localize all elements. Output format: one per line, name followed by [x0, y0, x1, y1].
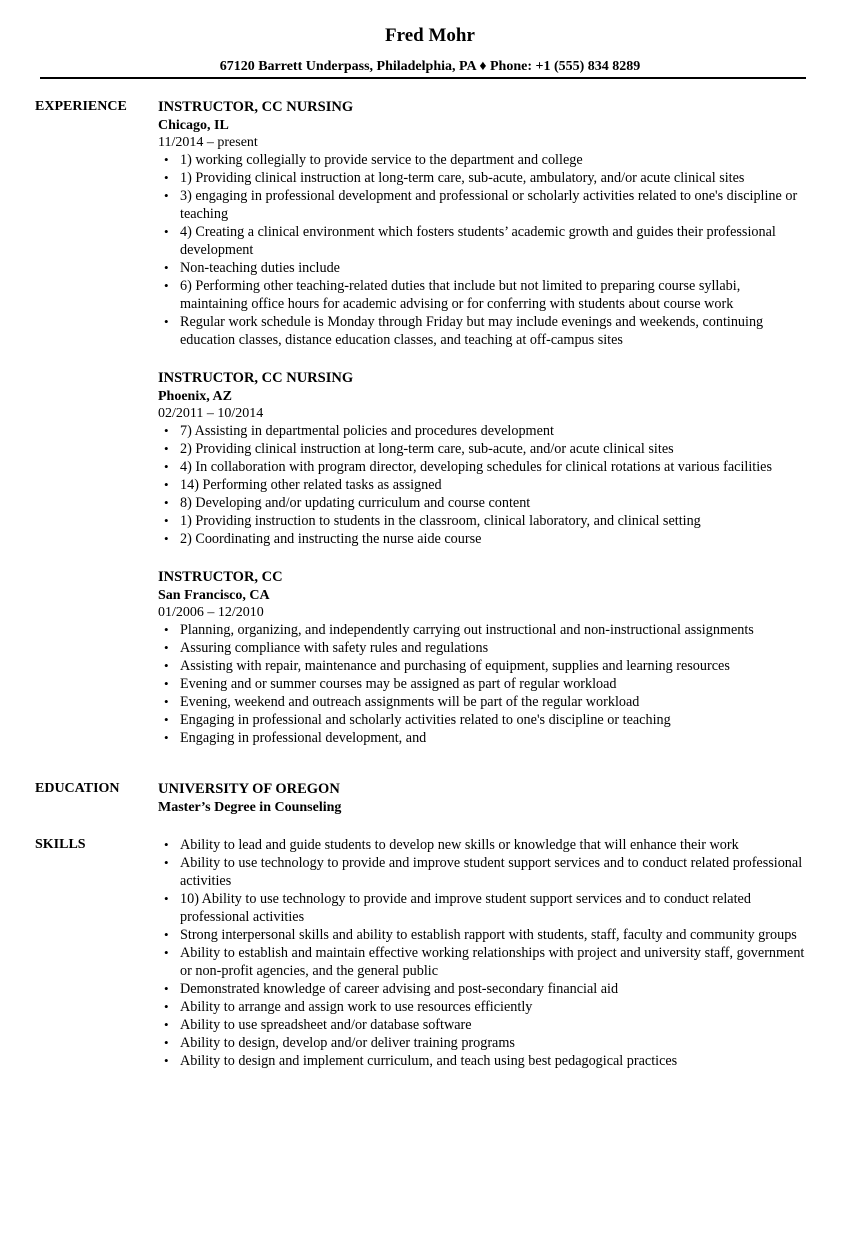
list-item: • Engaging in professional development, and [180, 729, 808, 747]
job-location: Chicago, IL [158, 118, 229, 133]
job-entry [158, 98, 808, 349]
list-item: • 1) Providing instruction to students in the classroom, clinical laboratory, and clinical setting [180, 512, 808, 530]
list-item: • 4) Creating a clinical environment which fosters students’ academic growth and guides their professional development [180, 223, 808, 259]
school-name: UNIVERSITY OF OREGON [158, 781, 340, 797]
list-item: • 1) Providing clinical instruction at long-term care, sub-acute, ambulatory, and/or acute clinical sites [180, 169, 808, 187]
list-item: • 3) engaging in professional development and professional or scholarly activities related to one's discipline or teaching [180, 187, 808, 223]
list-item: • 2) Coordinating and instructing the nurse aide course [180, 530, 808, 548]
job-entry [158, 568, 808, 747]
list-item: • Non-teaching duties include [180, 259, 808, 277]
list-item: • Ability to design and implement curriculum, and teach using best pedagogical practices [180, 1052, 808, 1070]
candidate-name: Fred Mohr [385, 25, 475, 46]
list-item: • Ability to design, develop and/or deliver training programs [180, 1034, 808, 1052]
list-item: • 10) Ability to use technology to provide and improve student support services and to conduct related professional activities [180, 890, 808, 926]
job-location: San Francisco, CA [158, 588, 270, 603]
list-item: • Regular work schedule is Monday through Friday but may include evenings and weekends, continuing education classes, distance education classes, and teaching at off-campus sites [180, 313, 808, 349]
list-item: • Evening, weekend and outreach assignments will be part of the regular workload [180, 693, 808, 711]
list-item: • Ability to arrange and assign work to use resources efficiently [180, 998, 808, 1016]
header-divider [40, 77, 806, 79]
job-title: INSTRUCTOR, CC [158, 569, 283, 585]
list-item: • Ability to use technology to provide and improve student support services and to conduct related professional activities [180, 854, 808, 890]
job-title: INSTRUCTOR, CC NURSING [158, 370, 354, 386]
experience-body [158, 98, 808, 767]
list-item: • Evening and or summer courses may be assigned as part of regular workload [180, 675, 808, 693]
degree: Master’s Degree in Counseling [158, 800, 342, 815]
list-item: • Ability to establish and maintain effective working relationships with project and university staff, government or non-profit agencies, and the general public [180, 944, 808, 980]
list-item: • 1) working collegially to provide service to the department and college [180, 151, 808, 169]
list-item: • Engaging in professional and scholarly activities related to one's discipline or teaching [180, 711, 808, 729]
list-item: • Planning, organizing, and independently carrying out instructional and non-instructional assignments [180, 621, 808, 639]
skills-body [158, 836, 808, 1070]
job-bullets [158, 621, 808, 747]
section-label-skills: SKILLS [35, 837, 86, 852]
job-location: Phoenix, AZ [158, 389, 232, 404]
list-item: • 2) Providing clinical instruction at long-term care, sub-acute, and/or acute clinical sites [180, 440, 808, 458]
job-entry [158, 369, 808, 548]
section-label-experience: EXPERIENCE [35, 99, 127, 114]
job-bullets [158, 151, 808, 349]
list-item: • 4) In collaboration with program director, developing schedules for clinical rotations at various facilities [180, 458, 808, 476]
job-dates: 11/2014 – present [158, 135, 258, 150]
list-item: • 8) Developing and/or updating curriculum and course content [180, 494, 808, 512]
list-item: • Assisting with repair, maintenance and purchasing of equipment, supplies and learning resources [180, 657, 808, 675]
list-item: • Demonstrated knowledge of career advising and post-secondary financial aid [180, 980, 808, 998]
list-item: • Assuring compliance with safety rules and regulations [180, 639, 808, 657]
section-label-education: EDUCATION [35, 781, 120, 796]
list-item: • Ability to lead and guide students to develop new skills or knowledge that will enhance their work [180, 836, 808, 854]
job-bullets [158, 422, 808, 548]
list-item: • Ability to use spreadsheet and/or database software [180, 1016, 808, 1034]
contact-line: 67120 Barrett Underpass, Philadelphia, PA ♦ Phone: +1 (555) 834 8289 [219, 59, 641, 74]
list-item: • 6) Performing other teaching-related duties that include but not limited to preparing course syllabi, maintaining office hours for academic advising or for conferring with students about course work [180, 277, 808, 313]
education-body [158, 780, 808, 817]
list-item: • 14) Performing other related tasks as assigned [180, 476, 808, 494]
job-dates: 01/2006 – 12/2010 [158, 605, 264, 620]
job-title: INSTRUCTOR, CC NURSING [158, 99, 354, 115]
skills-list [158, 836, 808, 1070]
job-dates: 02/2011 – 10/2014 [158, 406, 264, 421]
list-item: • Strong interpersonal skills and ability to establish rapport with students, staff, faculty and community groups [180, 926, 808, 944]
list-item: • 7) Assisting in departmental policies and procedures development [180, 422, 808, 440]
